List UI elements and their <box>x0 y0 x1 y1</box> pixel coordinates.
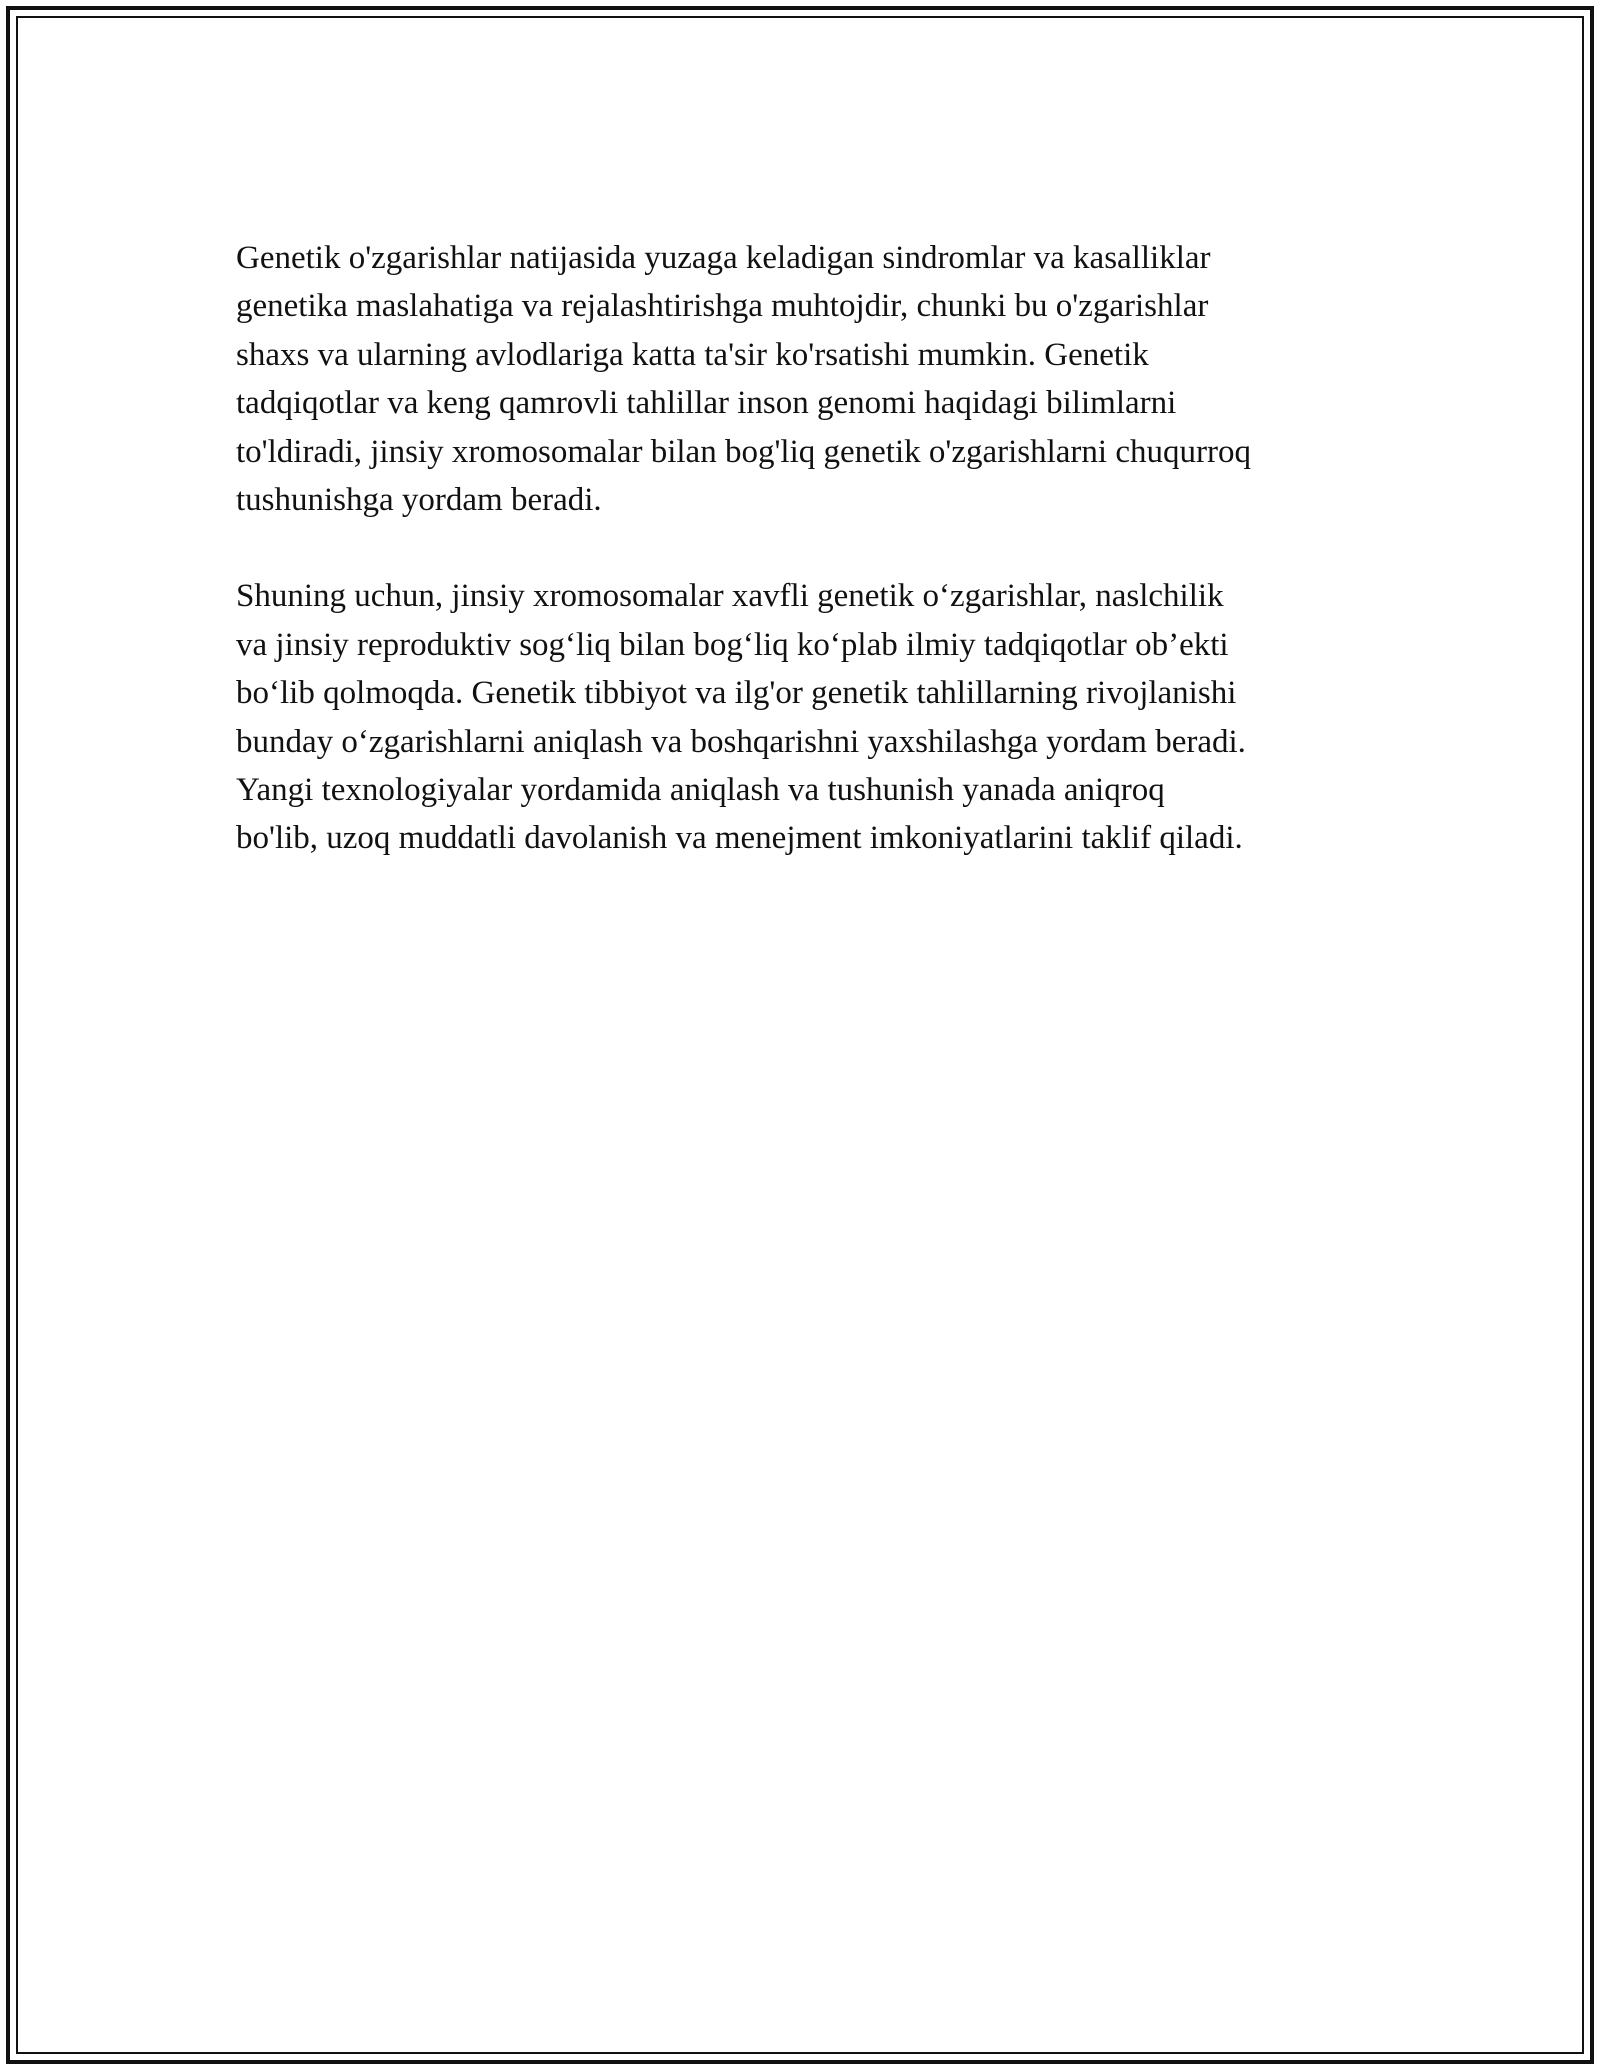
paragraph-line: shaxs va ularning avlodlariga katta ta'sir ko'rsatishi mumkin. Genetik <box>236 336 1149 373</box>
paragraph-2 <box>236 572 1386 862</box>
paragraph-line: bo'lib, uzoq muddatli davolanish va menejment imkoniyatlarini taklif qiladi. <box>236 820 1243 857</box>
paragraph-line: to'ldiradi, jinsiy xromosomalar bilan bog'liq genetik o'zgarishlarni chuqurroq <box>236 433 1251 470</box>
paragraph-line: tadqiqotlar va keng qamrovli tahlillar inson genomi haqidagi bilimlarni <box>236 385 1177 422</box>
document-body <box>236 234 1386 863</box>
paragraph-line: Yangi texnologiyalar yordamida aniqlash va tushunish yanada aniqroq <box>236 772 1165 809</box>
paragraph-line: bunday o‘zgarishlarni aniqlash va boshqarishni yaxshilashga yordam beradi. <box>236 723 1246 760</box>
paragraph-line: tushunishga yordam beradi. <box>236 482 602 519</box>
paragraph-line: bo‘lib qolmoqda. Genetik tibbiyot va ilg'or genetik tahlillarning rivojlanishi <box>236 675 1237 712</box>
paragraph-line: va jinsiy reproduktiv sog‘liq bilan bog‘liq ko‘plab ilmiy tadqiqotlar ob’ekti <box>236 626 1229 663</box>
paragraph-line: genetika maslahatiga va rejalashtirishga muhtojdir, chunki bu o'zgarishlar <box>236 288 1209 325</box>
paragraph-1 <box>236 234 1386 524</box>
paragraph-line: Shuning uchun, jinsiy xromosomalar xavfli genetik o‘zgarishlar, naslchilik <box>236 578 1224 615</box>
paragraph-line: Genetik o'zgarishlar natijasida yuzaga keladigan sindromlar va kasalliklar <box>236 240 1211 276</box>
